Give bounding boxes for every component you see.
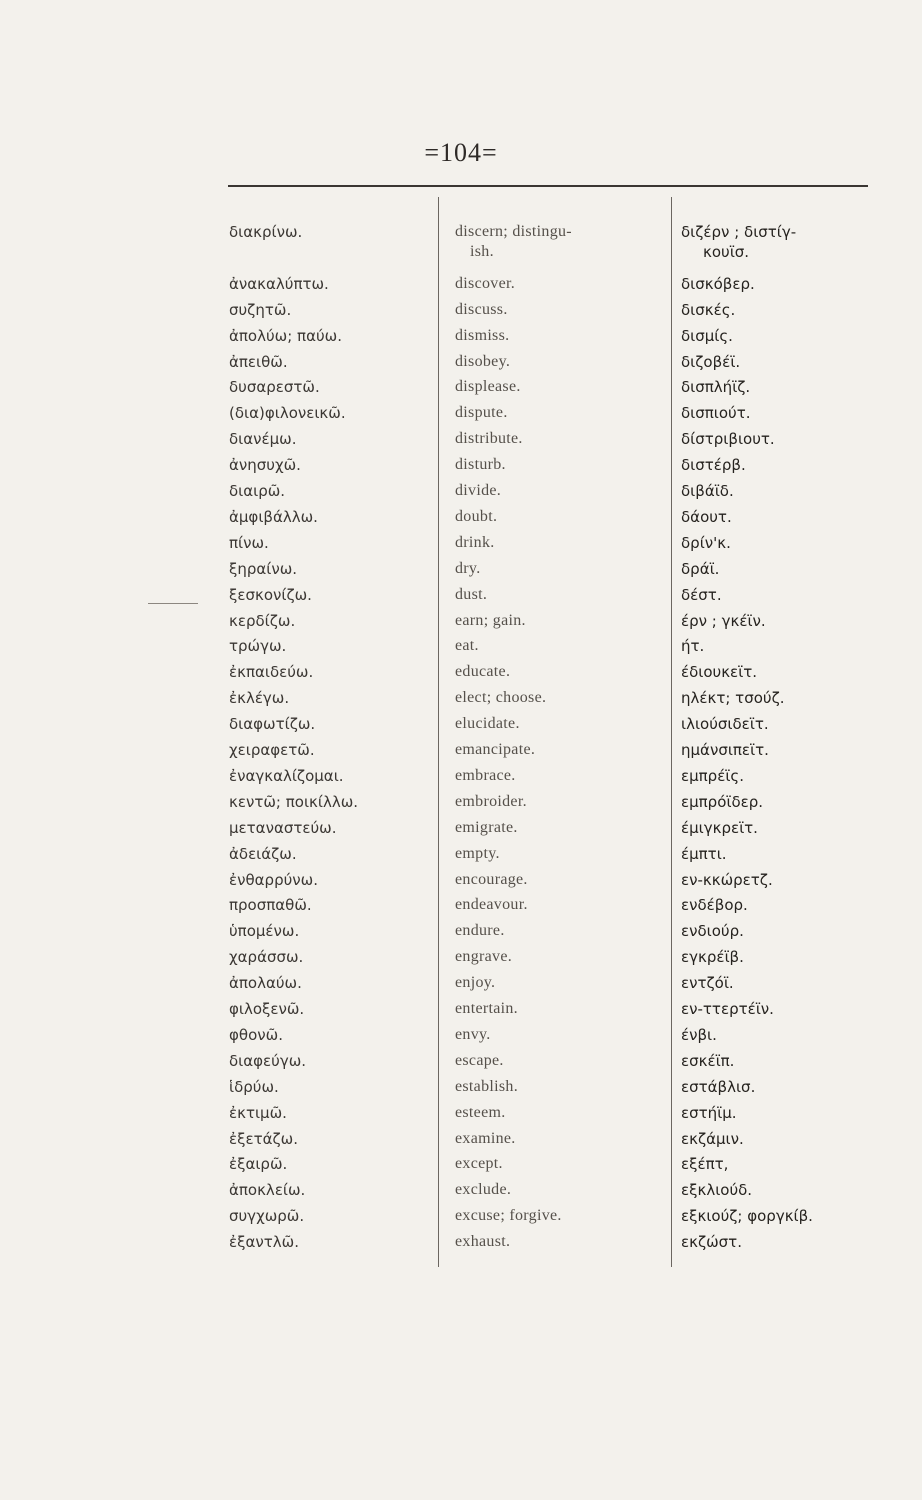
english-word: distribute.	[455, 430, 523, 448]
english-word: encourage.	[455, 870, 528, 888]
pronunciation: έδιουκεϊτ.	[681, 663, 758, 682]
english-word-continuation: ish.	[470, 242, 494, 260]
greek-word: ἱδρύω.	[229, 1077, 279, 1096]
greek-word: ἀπολύω; παύω.	[229, 326, 342, 345]
table-row	[0, 274, 922, 300]
english-word: exclude.	[455, 1181, 512, 1199]
english-word: exhaust.	[455, 1233, 511, 1251]
greek-word: κερδίζω.	[229, 611, 296, 630]
table-row	[0, 429, 922, 455]
pronunciation: εστάβλισ.	[681, 1077, 756, 1096]
pronunciation: δίστριβιουτ.	[681, 430, 775, 449]
english-word: engrave.	[455, 948, 513, 966]
english-word: divide.	[455, 482, 502, 499]
pronunciation: δισκόβερ.	[681, 274, 755, 293]
greek-word: ἀνακαλύπτω.	[229, 274, 329, 293]
english-word: dry.	[455, 559, 481, 577]
english-word: dismiss.	[455, 326, 510, 344]
table-row	[0, 1051, 922, 1077]
table-row	[0, 1025, 922, 1051]
pronunciation: δισκές.	[681, 300, 736, 319]
table-row	[0, 1129, 922, 1155]
table-row	[0, 662, 922, 688]
pronunciation: διζοβέϊ.	[681, 352, 741, 371]
pronunciation: ημάνσιπεϊτ.	[681, 741, 769, 759]
greek-word: ἀνησυχῶ.	[229, 456, 301, 475]
greek-word: ἐκτιμῶ.	[229, 1103, 287, 1122]
table-row	[0, 792, 922, 818]
greek-word: διανέμω.	[229, 430, 297, 449]
english-word: esteem.	[455, 1103, 506, 1121]
english-word: discern; distingu-	[455, 223, 572, 240]
greek-word: ἀμφιβάλλω.	[229, 507, 318, 526]
table-row	[0, 352, 922, 378]
english-word: empty.	[455, 844, 500, 862]
pronunciation: διζέρν ; διστίγ-	[681, 223, 797, 241]
pronunciation: διβάϊδ.	[681, 482, 734, 500]
greek-word: συγχωρῶ.	[229, 1207, 305, 1226]
table-row	[0, 326, 922, 352]
pronunciation: ενδέβορ.	[681, 896, 748, 915]
table-row	[0, 481, 922, 507]
english-word: disobey.	[455, 352, 511, 370]
pronunciation: δράϊ.	[681, 559, 720, 578]
table-row	[0, 636, 922, 662]
english-word: examine.	[455, 1129, 516, 1147]
greek-word: ξηραίνω.	[229, 559, 298, 578]
english-word: envy.	[455, 1025, 491, 1043]
pronunciation: εξέπτ,	[681, 1155, 729, 1174]
english-word: embroider.	[455, 792, 527, 810]
pronunciation: ηλέκτ; τσούζ.	[681, 689, 785, 708]
english-word: embrace.	[455, 766, 516, 784]
table-row-continuation	[0, 242, 922, 268]
english-word: discuss.	[455, 300, 508, 318]
pronunciation: εξκιούζ; φοργκίβ.	[681, 1207, 813, 1226]
pronunciation: εκζάμιν.	[681, 1129, 744, 1148]
greek-word: ἀποκλείω.	[229, 1181, 306, 1200]
greek-word: τρώγω.	[229, 637, 287, 656]
greek-word: συζητῶ.	[229, 300, 292, 319]
pronunciation: εσκέϊπ.	[681, 1051, 735, 1070]
english-word: escape.	[455, 1051, 504, 1069]
greek-word: κεντῶ; ποικίλλω.	[229, 792, 359, 811]
table-row	[0, 377, 922, 403]
english-word: endeavour.	[455, 896, 528, 914]
pronunciation: ήτ.	[681, 637, 705, 656]
english-word: except.	[455, 1155, 503, 1173]
table-row	[0, 818, 922, 844]
greek-word: ἐκπαιδεύω.	[229, 663, 314, 682]
table-row	[0, 766, 922, 792]
greek-word: ξεσκονίζω.	[229, 585, 312, 604]
greek-word: (δια)φιλονεικῶ.	[229, 404, 346, 423]
table-row	[0, 507, 922, 533]
greek-word: ἐξαιρῶ.	[229, 1155, 288, 1174]
table-row	[0, 1103, 922, 1129]
pronunciation: έμπτι.	[681, 844, 727, 863]
greek-word: ἀπολαύω.	[229, 974, 302, 993]
pronunciation: εν-ττερτέϊν.	[681, 1000, 774, 1018]
english-word: eat.	[455, 637, 479, 655]
greek-word: μεταναστεύω.	[229, 818, 337, 837]
greek-word: διακρίνω.	[229, 223, 303, 241]
english-word: drink.	[455, 533, 495, 551]
table-row	[0, 973, 922, 999]
english-word: emigrate.	[455, 818, 518, 836]
pronunciation: εκζώστ.	[681, 1233, 742, 1252]
table-row	[0, 688, 922, 714]
greek-word: χειραφετῶ.	[229, 741, 315, 759]
english-word: enjoy.	[455, 974, 496, 992]
pronunciation: εξκλιούδ.	[681, 1181, 753, 1200]
greek-word: ἐνθαρρύνω.	[229, 870, 318, 889]
table-row	[0, 921, 922, 947]
table-row	[0, 999, 922, 1025]
english-word: endure.	[455, 922, 505, 940]
pronunciation: δάουτ.	[681, 507, 732, 526]
english-word: earn; gain.	[455, 611, 526, 629]
pronunciation: έρν ; γκέϊν.	[681, 611, 766, 630]
page-number: =104=	[424, 138, 498, 167]
pronunciation: εν-κκώρετζ.	[681, 870, 773, 889]
greek-word: διαφεύγω.	[229, 1051, 307, 1070]
greek-word: δυσαρεστῶ.	[229, 378, 320, 397]
english-word: disturb.	[455, 456, 506, 474]
english-word: discover.	[455, 274, 516, 292]
pronunciation: ιλιούσιδεϊτ.	[681, 715, 769, 734]
table-row	[0, 403, 922, 429]
table-row	[0, 1232, 922, 1258]
table-row	[0, 300, 922, 326]
table-row	[0, 1206, 922, 1232]
english-word: establish.	[455, 1077, 518, 1095]
pronunciation: ενδιούρ.	[681, 922, 744, 941]
table-row	[0, 585, 922, 611]
pronunciation: δρίν'κ.	[681, 533, 731, 552]
table-row	[0, 1180, 922, 1206]
greek-word: ὑπομένω.	[229, 922, 300, 941]
table-row	[0, 533, 922, 559]
pronunciation: εγκρέϊβ.	[681, 948, 744, 967]
english-word: excuse; forgive.	[455, 1207, 562, 1225]
greek-word: ἐξετάζω.	[229, 1129, 298, 1148]
greek-word: προσπαθῶ.	[229, 896, 312, 915]
greek-word: χαράσσω.	[229, 948, 304, 967]
table-row	[0, 895, 922, 921]
pronunciation: δέστ.	[681, 585, 722, 604]
pronunciation: δισμίς.	[681, 326, 733, 345]
greek-word: διαφωτίζω.	[229, 715, 316, 734]
pronunciation: εντζόϊ.	[681, 974, 734, 993]
english-word: dispute.	[455, 404, 508, 422]
english-word: educate.	[455, 663, 511, 681]
greek-word: ἐκλέγω.	[229, 689, 290, 708]
table-row	[0, 1077, 922, 1103]
greek-word: φθονῶ.	[229, 1025, 283, 1044]
greek-word: διαιρῶ.	[229, 482, 286, 500]
table-row	[0, 455, 922, 481]
table-row	[0, 947, 922, 973]
greek-word: φιλοξενῶ.	[229, 1000, 305, 1018]
pronunciation: ένβι.	[681, 1025, 717, 1044]
pronunciation: εμπρέϊς.	[681, 766, 744, 785]
pronunciation: εμπρόϊδερ.	[681, 792, 764, 811]
table-row	[0, 1154, 922, 1180]
table-row	[0, 844, 922, 870]
pronunciation: εστήϊμ.	[681, 1103, 737, 1122]
english-word: displease.	[455, 378, 521, 396]
english-word: emancipate.	[455, 741, 536, 758]
pronunciation-continuation: κουϊσ.	[703, 242, 750, 261]
english-word: elect; choose.	[455, 689, 547, 707]
greek-word: ἐναγκαλίζομαι.	[229, 766, 344, 785]
english-word: dust.	[455, 585, 488, 603]
english-word: entertain.	[455, 1000, 518, 1017]
table-row	[0, 740, 922, 766]
table-row	[0, 559, 922, 585]
table-row	[0, 714, 922, 740]
greek-word: ἀπειθῶ.	[229, 352, 288, 371]
pronunciation: διστέρβ.	[681, 456, 746, 475]
pronunciation: δισπιούτ.	[681, 404, 751, 423]
pronunciation: δισπλήϊζ.	[681, 378, 751, 397]
header-rule	[228, 185, 868, 187]
pronunciation: έμιγκρεϊτ.	[681, 818, 758, 837]
greek-word: πίνω.	[229, 533, 269, 552]
greek-word: ἐξαντλῶ.	[229, 1233, 299, 1252]
table-row	[0, 870, 922, 896]
greek-word: ἀδειάζω.	[229, 844, 297, 863]
english-word: doubt.	[455, 507, 498, 525]
english-word: elucidate.	[455, 715, 520, 733]
table-row	[0, 611, 922, 637]
